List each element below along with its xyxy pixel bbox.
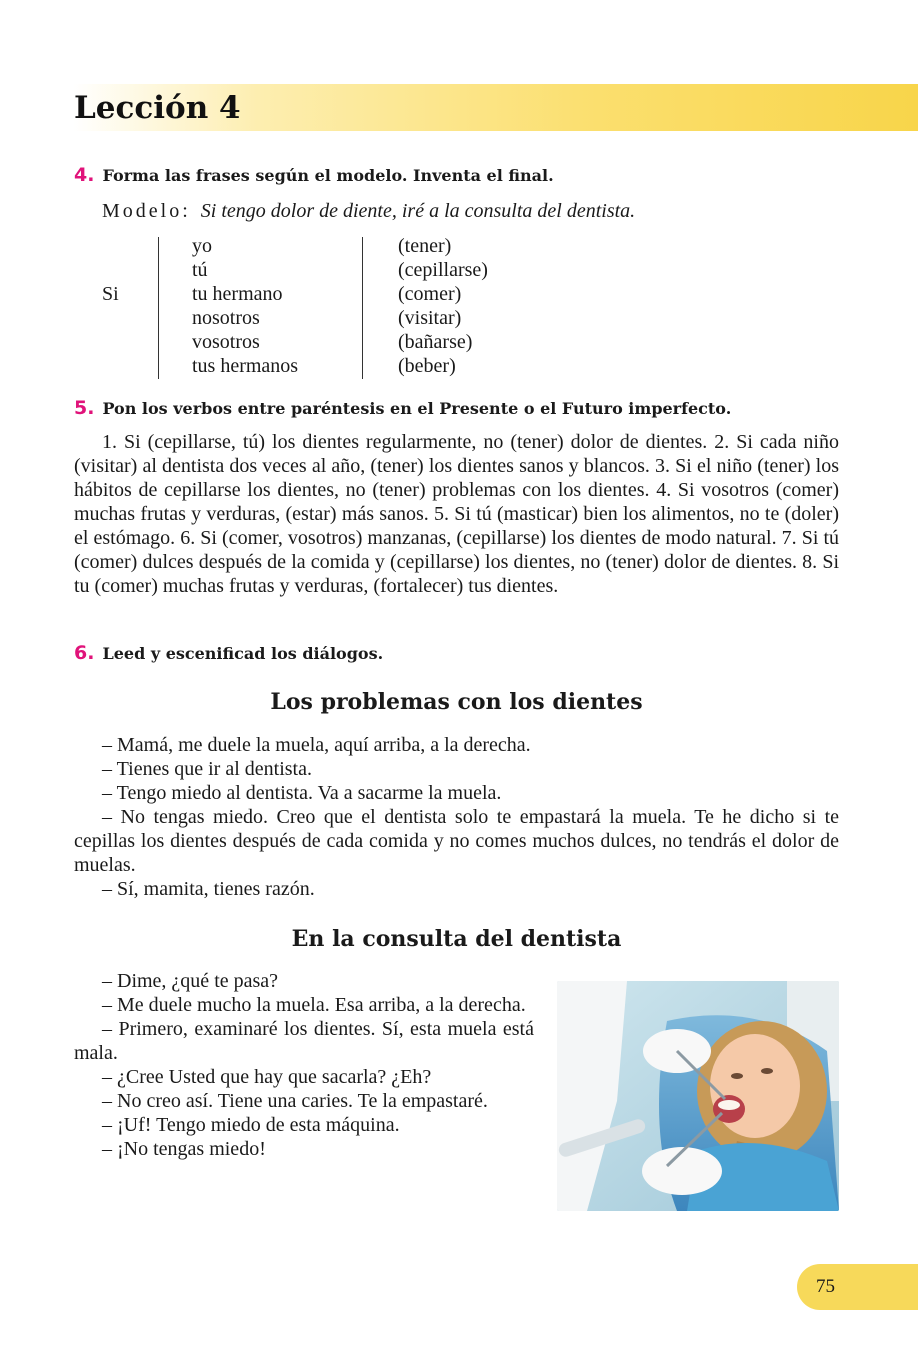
dentist-photo bbox=[557, 981, 839, 1211]
verb-item: (visitar) bbox=[398, 307, 462, 329]
conjunction-si: Si bbox=[102, 283, 119, 305]
pronoun-item: tus hermanos bbox=[192, 355, 299, 377]
dialog-1-title: Los problemas con los dientes bbox=[270, 689, 643, 715]
dialog-line: – ¡Uf! Tengo miedo de esta máquina. bbox=[102, 1114, 400, 1136]
dialog-line: – Mamá, me duele la muela, aquí arriba, a la derecha. bbox=[102, 734, 531, 756]
pronoun-item: nosotros bbox=[192, 307, 260, 329]
table-divider bbox=[158, 237, 159, 379]
dialog-line: – Sí, mamita, tienes razón. bbox=[102, 878, 315, 900]
dialog-line: – Primero, examinaré los dientes. Sí, esta muela está mala. bbox=[74, 1018, 534, 1064]
exercise-instruction: Leed y escenificad los diálogos. bbox=[102, 644, 384, 663]
exercise-6-heading bbox=[74, 642, 383, 665]
lesson-title: Lección 4 bbox=[74, 90, 241, 126]
verb-item: (tener) bbox=[398, 235, 452, 257]
pronoun-item: vosotros bbox=[192, 331, 260, 353]
model-label: Modelo: bbox=[102, 200, 191, 222]
exercise-number: 5. bbox=[74, 397, 95, 419]
exercise-paragraph: 1. Si (cepillarse, tú) los dientes regularmente, no (tener) dolor de dientes. 2. Si cada niño (visitar) al dentista dos veces al año, (tener) los dientes sanos y blancos. 3. Si el niño (tener) los hábitos de cepillarse los dientes, no (tener) problemas con los dientes. 4. Si vosotros (comer) muchas frutas y verduras, (estar) más sanos. 5. Si tú (masticar) bien los alimentos, no te (doler) el estómago. 6. Si (comer, vosotros) manzanas, (cepillarse) los dientes de modo natural. 7. Si tú (comer) dulces después de la comida y (cepillarse) los dientes, no (tener) dolor de dientes. 8. Si tu (comer) muchas frutas y verduras, (fortalecer) tus dientes. bbox=[74, 431, 839, 597]
exercise-number: 4. bbox=[74, 164, 95, 186]
exercise-number: 6. bbox=[74, 642, 95, 664]
dialog-line: – Tienes que ir al dentista. bbox=[102, 758, 312, 780]
dialog-line: – Dime, ¿qué te pasa? bbox=[102, 970, 279, 992]
pronoun-item: tú bbox=[192, 259, 208, 281]
dialog-line: – Tengo miedo al dentista. Va a sacarme la muela. bbox=[102, 782, 502, 804]
exercise-instruction: Forma las frases según el modelo. Inventa el final. bbox=[102, 166, 554, 185]
dialog-line: – No tengas miedo. Creo que el dentista solo te empastará la muela. Te he dicho si te cepillas los dientes después de cada comida y no comes muchos dulces, no tendrás el dolor de muelas. bbox=[74, 806, 839, 876]
dialog-2 bbox=[74, 969, 534, 1161]
exercise-4-heading bbox=[74, 164, 554, 187]
pronoun-item: yo bbox=[192, 235, 212, 257]
verb-item: (beber) bbox=[398, 355, 456, 377]
verb-item: (cepillarse) bbox=[398, 259, 488, 281]
exercise-5-text bbox=[74, 430, 839, 598]
dialog-line: – ¡No tengas miedo! bbox=[102, 1138, 266, 1160]
dialog-line: – Me duele mucho la muela. Esa arriba, a la derecha. bbox=[102, 994, 526, 1016]
exercise-instruction: Pon los verbos entre paréntesis en el Presente o el Futuro imperfecto. bbox=[102, 399, 732, 418]
exercise-5-heading bbox=[74, 397, 731, 420]
dialog-2-title: En la consulta del dentista bbox=[291, 926, 622, 952]
dialog-line: – ¿Cree Usted que hay que sacarla? ¿Eh? bbox=[102, 1066, 432, 1088]
dialog-1 bbox=[74, 733, 839, 901]
dialog-line: – No creo así. Tiene una caries. Te la empastaré. bbox=[102, 1090, 488, 1112]
verb-item: (comer) bbox=[398, 283, 462, 305]
verb-column bbox=[398, 234, 488, 378]
table-divider bbox=[362, 237, 363, 379]
pronoun-item: tu hermano bbox=[192, 283, 283, 305]
model-text: Si tengo dolor de diente, iré a la consulta del dentista. bbox=[200, 200, 636, 222]
page-number: 75 bbox=[816, 1276, 835, 1297]
verb-item: (bañarse) bbox=[398, 331, 473, 353]
pronoun-column bbox=[192, 234, 298, 378]
model-sentence bbox=[102, 198, 635, 224]
